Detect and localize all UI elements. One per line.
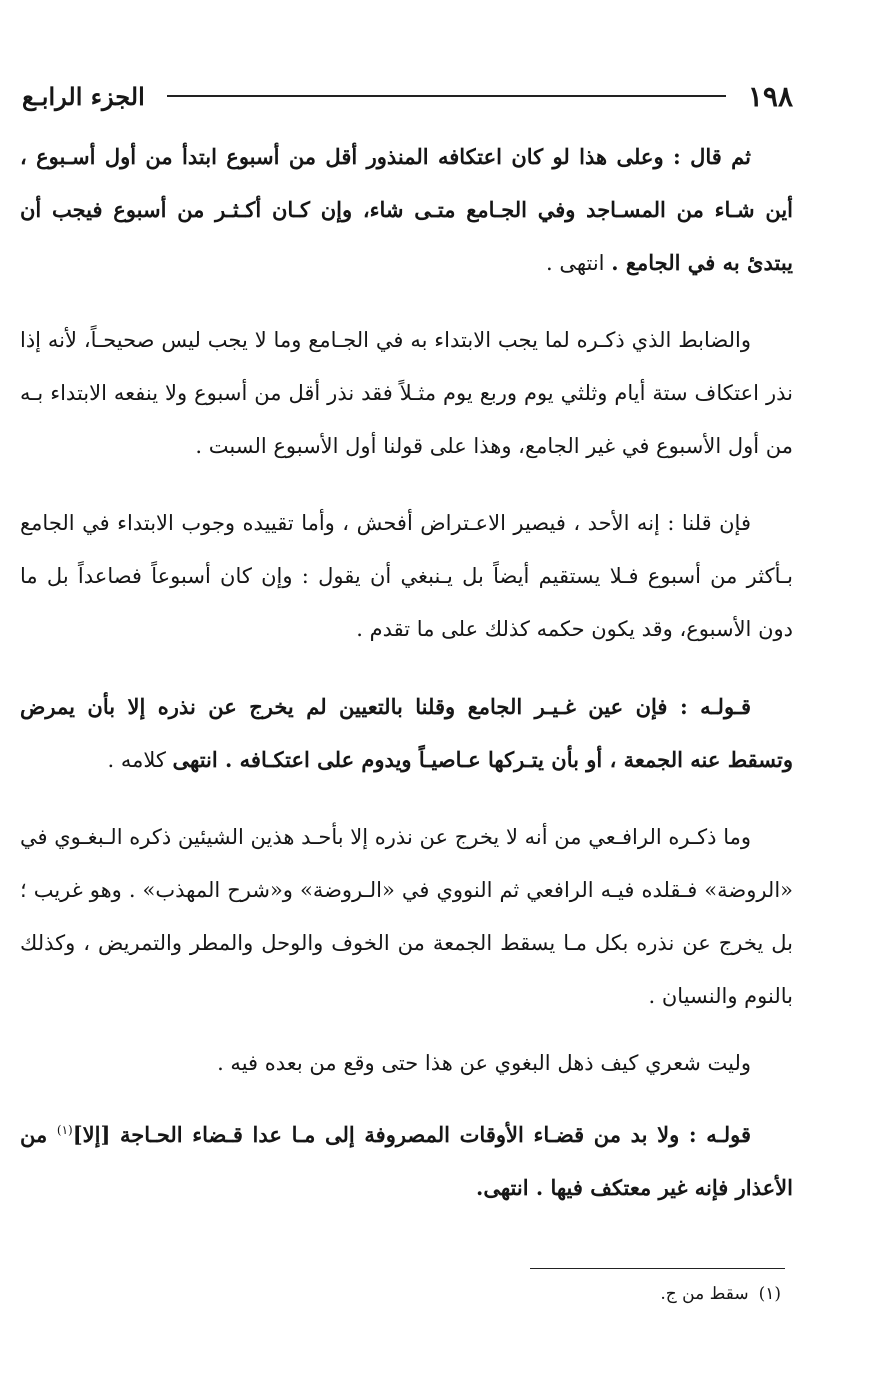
running-header — [22, 76, 793, 116]
footnote-reference[interactable]: (١) — [56, 1123, 73, 1137]
paragraph-text: فإن قلنا : إنه الأحد ، فيصير الاعـتراض أفحش ، وأما تقييده وجوب الابتداء في الجامع بـأكثر من أسبوع فـلا يستقيم أيضاً بل يـنبغي أن يقول : وإن كان أسبوعاً فصاعداً بل ما دون الأسبوع، وقد يكون حكمه كذلك على ما تقدم . — [20, 511, 793, 641]
paragraph-text: وما ذكـره الرافـعي من أنه لا يخرج عن نذره إلا بأحـد هذين الشيئين ذكره الـبغـوي في «الروضة» فـقلده فيـه الرافعي ثم النووي في «الـروضة» و«شرح المهذب» . وهو غريب ؛ بل يخرج عن نذره بكل مـا يسقط الجمعة من الخوف والوحل والمطر والتمريض ، وكذلك بالنوم والنسيان . — [20, 825, 793, 1008]
paragraph-lead: قولـه : — [688, 1122, 751, 1147]
paragraph-text: فإن عين غـيـر الجامع وقلنا بالتعيين لم يخرج عن نذره إلا بأن يمرض وتسقط عنه الجمعة ، أو بأن يتـركها عـاصيـاً ويدوم على اعتكـافه . انتهى — [20, 694, 793, 772]
paragraph-tail: كلامه . — [107, 748, 173, 772]
header-rule — [167, 95, 726, 97]
footnote-text: سقط من ج. — [660, 1284, 749, 1304]
footnote-number: (١) — [758, 1284, 781, 1304]
page-number: ١٩٨ — [747, 79, 793, 113]
paragraph-6 — [20, 1037, 793, 1090]
paragraph-4 — [20, 680, 793, 787]
paragraph-tail: انتهى . — [545, 251, 612, 275]
paragraph-1 — [20, 130, 793, 290]
paragraph-text: وعلى هذا لو كان اعتكافه المنذور أقل من أسبوع ابتدأ من أول أسـبوع ، أين شـاء من المسـاجد وفي الجـامع متـى شاء، وإن كـان أكـثـر من أسبوع فيجب أن يبتدئ به في الجامع . — [20, 144, 793, 275]
paragraph-text: والضابط الذي ذكـره لما يجب الابتداء به في الجـامع وما لا يجب ليس صحيحـاً، لأنه إذا نذر اعتكاف ستة أيام وثلثي يوم وربع يوم مثـلاً فقد نذر أقل من أسبوع ولا ينفعه الابتداء بـه من أول الأسبوع في غير الجامع، وهذا على قولنا أول الأسبوع السبت . — [20, 328, 793, 458]
paragraph-text: ولا بد من قضـاء الأوقات المصروفة إلى مـا عدا قـضاء الحـاجة [إلا] — [72, 1122, 689, 1147]
body-text — [20, 130, 793, 1238]
paragraph-5 — [20, 811, 793, 1023]
footnote-rule — [530, 1268, 785, 1269]
paragraph-text: وليت شعري كيف ذهل البغوي عن هذا حتى وقع من بعده فيه . — [217, 1051, 751, 1075]
volume-title: الجزء الرابـع — [22, 81, 145, 111]
paragraph-2 — [20, 314, 793, 473]
footnote — [660, 1284, 781, 1304]
paragraph-lead: ثم قال : — [672, 144, 751, 169]
paragraph-text: من الأعذار فإنه غير معتكف فيها . انتهى. — [20, 1122, 793, 1200]
paragraph-3 — [20, 497, 793, 656]
paragraph-7 — [20, 1104, 793, 1214]
paragraph-lead: قـولـه : — [679, 694, 751, 719]
